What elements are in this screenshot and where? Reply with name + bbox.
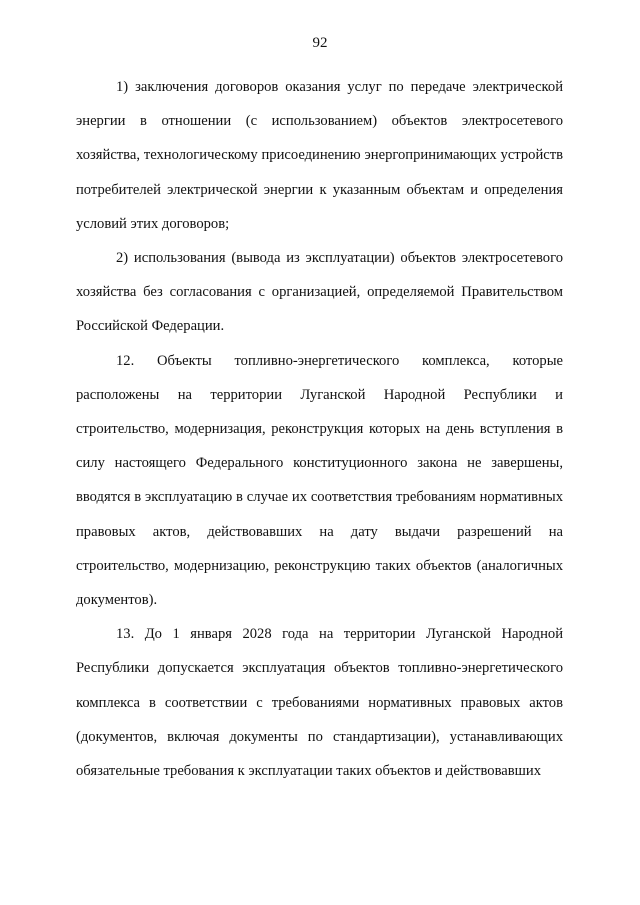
- paragraph-clause-13: 13. До 1 января 2028 года на территории Луганской Народной Республики допускается эксплуатация объектов топливно-энергетического комплекса в соответствии с требованиями нормативных правовых актов (документов, включая документы по стандартизации), устанавливающих обязательные требования к эксплуатации таких объектов и действовавших: [76, 626, 563, 780]
- document-body: [76, 70, 563, 788]
- paragraph-item-1: 1) заключения договоров оказания услуг по передаче электрической энергии в отношении (с использованием) объектов электросетевого хозяйства, технологическому присоединению энергопринимающих устройств потребителей электрической энергии к указанным объектам и определения условий этих договоров;: [76, 79, 563, 232]
- page-number: 92: [312, 35, 328, 51]
- paragraph-clause-12: 12. Объекты топливно-энергетического комплекса, которые расположены на территории Луганской Народной Республики и строительство, модернизация, реконструкция которых на день вступления в силу настоящего Федерального конституционного закона не завершены, вводятся в эксплуатацию в случае их соответствия требованиям нормативных правовых актов, действовавших на дату выдачи разрешений на строительство, модернизацию, реконструкцию таких объектов (аналогичных документов).: [76, 352, 563, 609]
- paragraph-item-2: 2) использования (вывода из эксплуатации) объектов электросетевого хозяйства без согласования с организацией, определяемой Правительством Российской Федерации.: [76, 250, 563, 335]
